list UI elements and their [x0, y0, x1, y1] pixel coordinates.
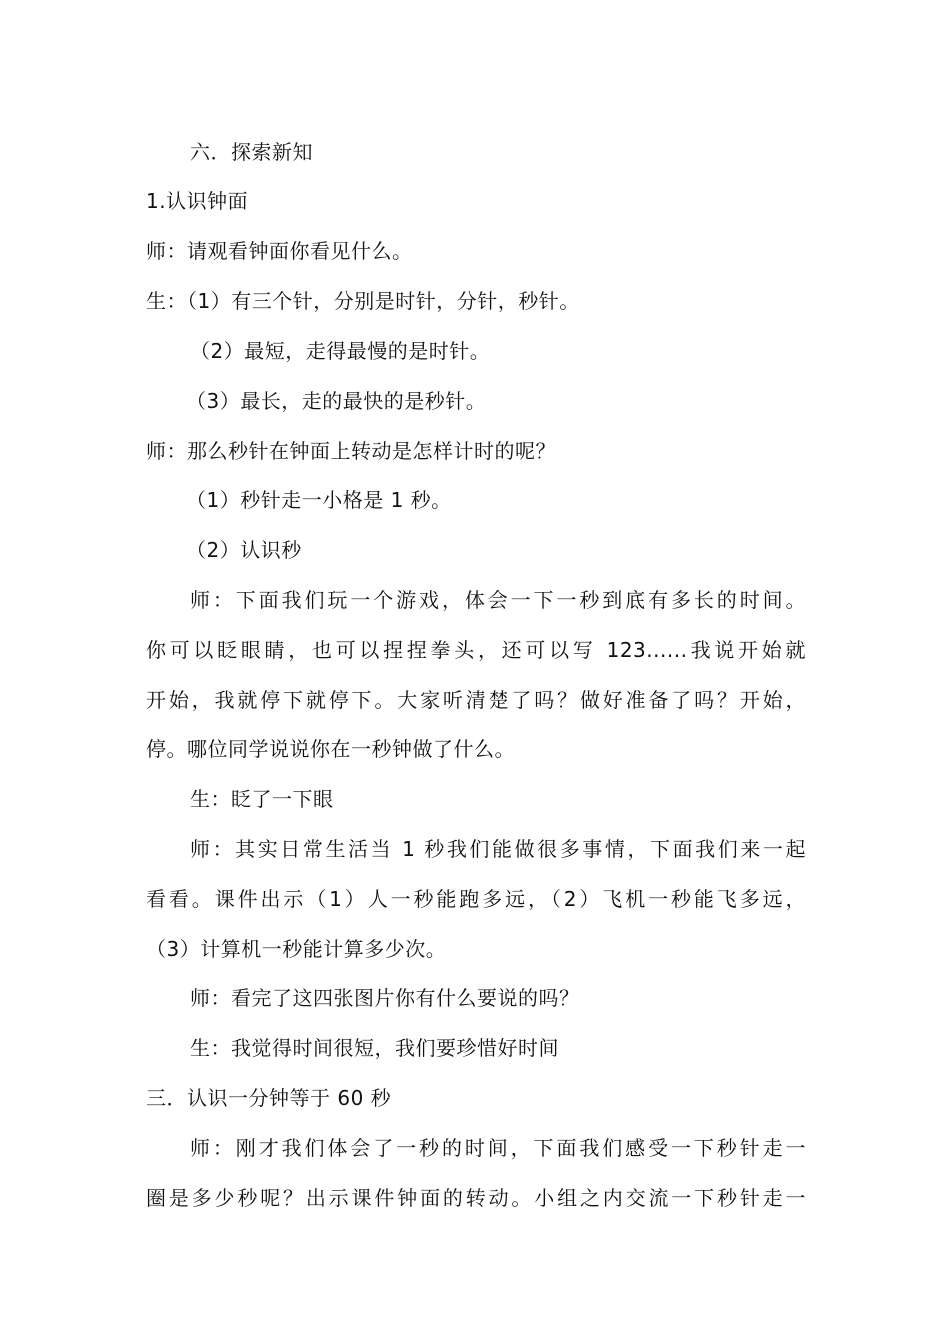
- subheading-clock-face: 1.认识钟面: [146, 189, 249, 213]
- paragraph-line: （2）最短，走得最慢的是时针。: [190, 339, 491, 363]
- paragraph-line: 师：下面我们玩一个游戏，体会一下一秒到底有多长的时间。: [190, 588, 806, 612]
- paragraph-line: 师：那么秒针在钟面上转动是怎样计时的呢？: [146, 439, 556, 463]
- paragraph-line: 生：眨了一下眼: [190, 787, 334, 811]
- paragraph-line: （1）秒针走一小格是 1 秒。: [186, 488, 452, 512]
- paragraph-line: 师：看完了这四张图片你有什么要说的吗？: [190, 986, 580, 1010]
- paragraph-line: 生：我觉得时间很短，我们要珍惜好时间: [190, 1036, 559, 1060]
- paragraph-line: （2）认识秒: [186, 538, 302, 562]
- paragraph-line: （3）最长，走的最快的是秒针。: [186, 389, 487, 413]
- paragraph-line: 师：刚才我们体会了一秒的时间，下面我们感受一下秒针走一: [190, 1136, 806, 1160]
- paragraph-line: 停。哪位同学说说你在一秒钟做了什么。: [146, 737, 515, 761]
- paragraph-line: 圈是多少秒呢？出示课件钟面的转动。小组之内交流一下秒针走一: [146, 1186, 806, 1210]
- paragraph-line: 生：（1）有三个针，分别是时针，分针，秒针。: [146, 289, 580, 313]
- paragraph-line: 师：请观看钟面你看见什么。: [146, 239, 413, 263]
- paragraph-line: 开始，我就停下就停下。大家听清楚了吗？做好准备了吗？开始，: [146, 688, 806, 712]
- paragraph-line: （3）计算机一秒能计算多少次。: [146, 937, 447, 961]
- paragraph-line: 你可以眨眼睛，也可以捏捏拳头，还可以写 123......我说开始就: [146, 638, 806, 662]
- paragraph-line: 看看。课件出示（1）人一秒能跑多远，（2）飞机一秒能飞多远，: [146, 887, 806, 911]
- section-heading-explore: 六．探索新知: [190, 140, 313, 164]
- section-heading-one-minute: 三．认识一分钟等于 60 秒: [146, 1086, 392, 1110]
- paragraph-line: 师：其实日常生活当 1 秒我们能做很多事情，下面我们来一起: [190, 837, 806, 861]
